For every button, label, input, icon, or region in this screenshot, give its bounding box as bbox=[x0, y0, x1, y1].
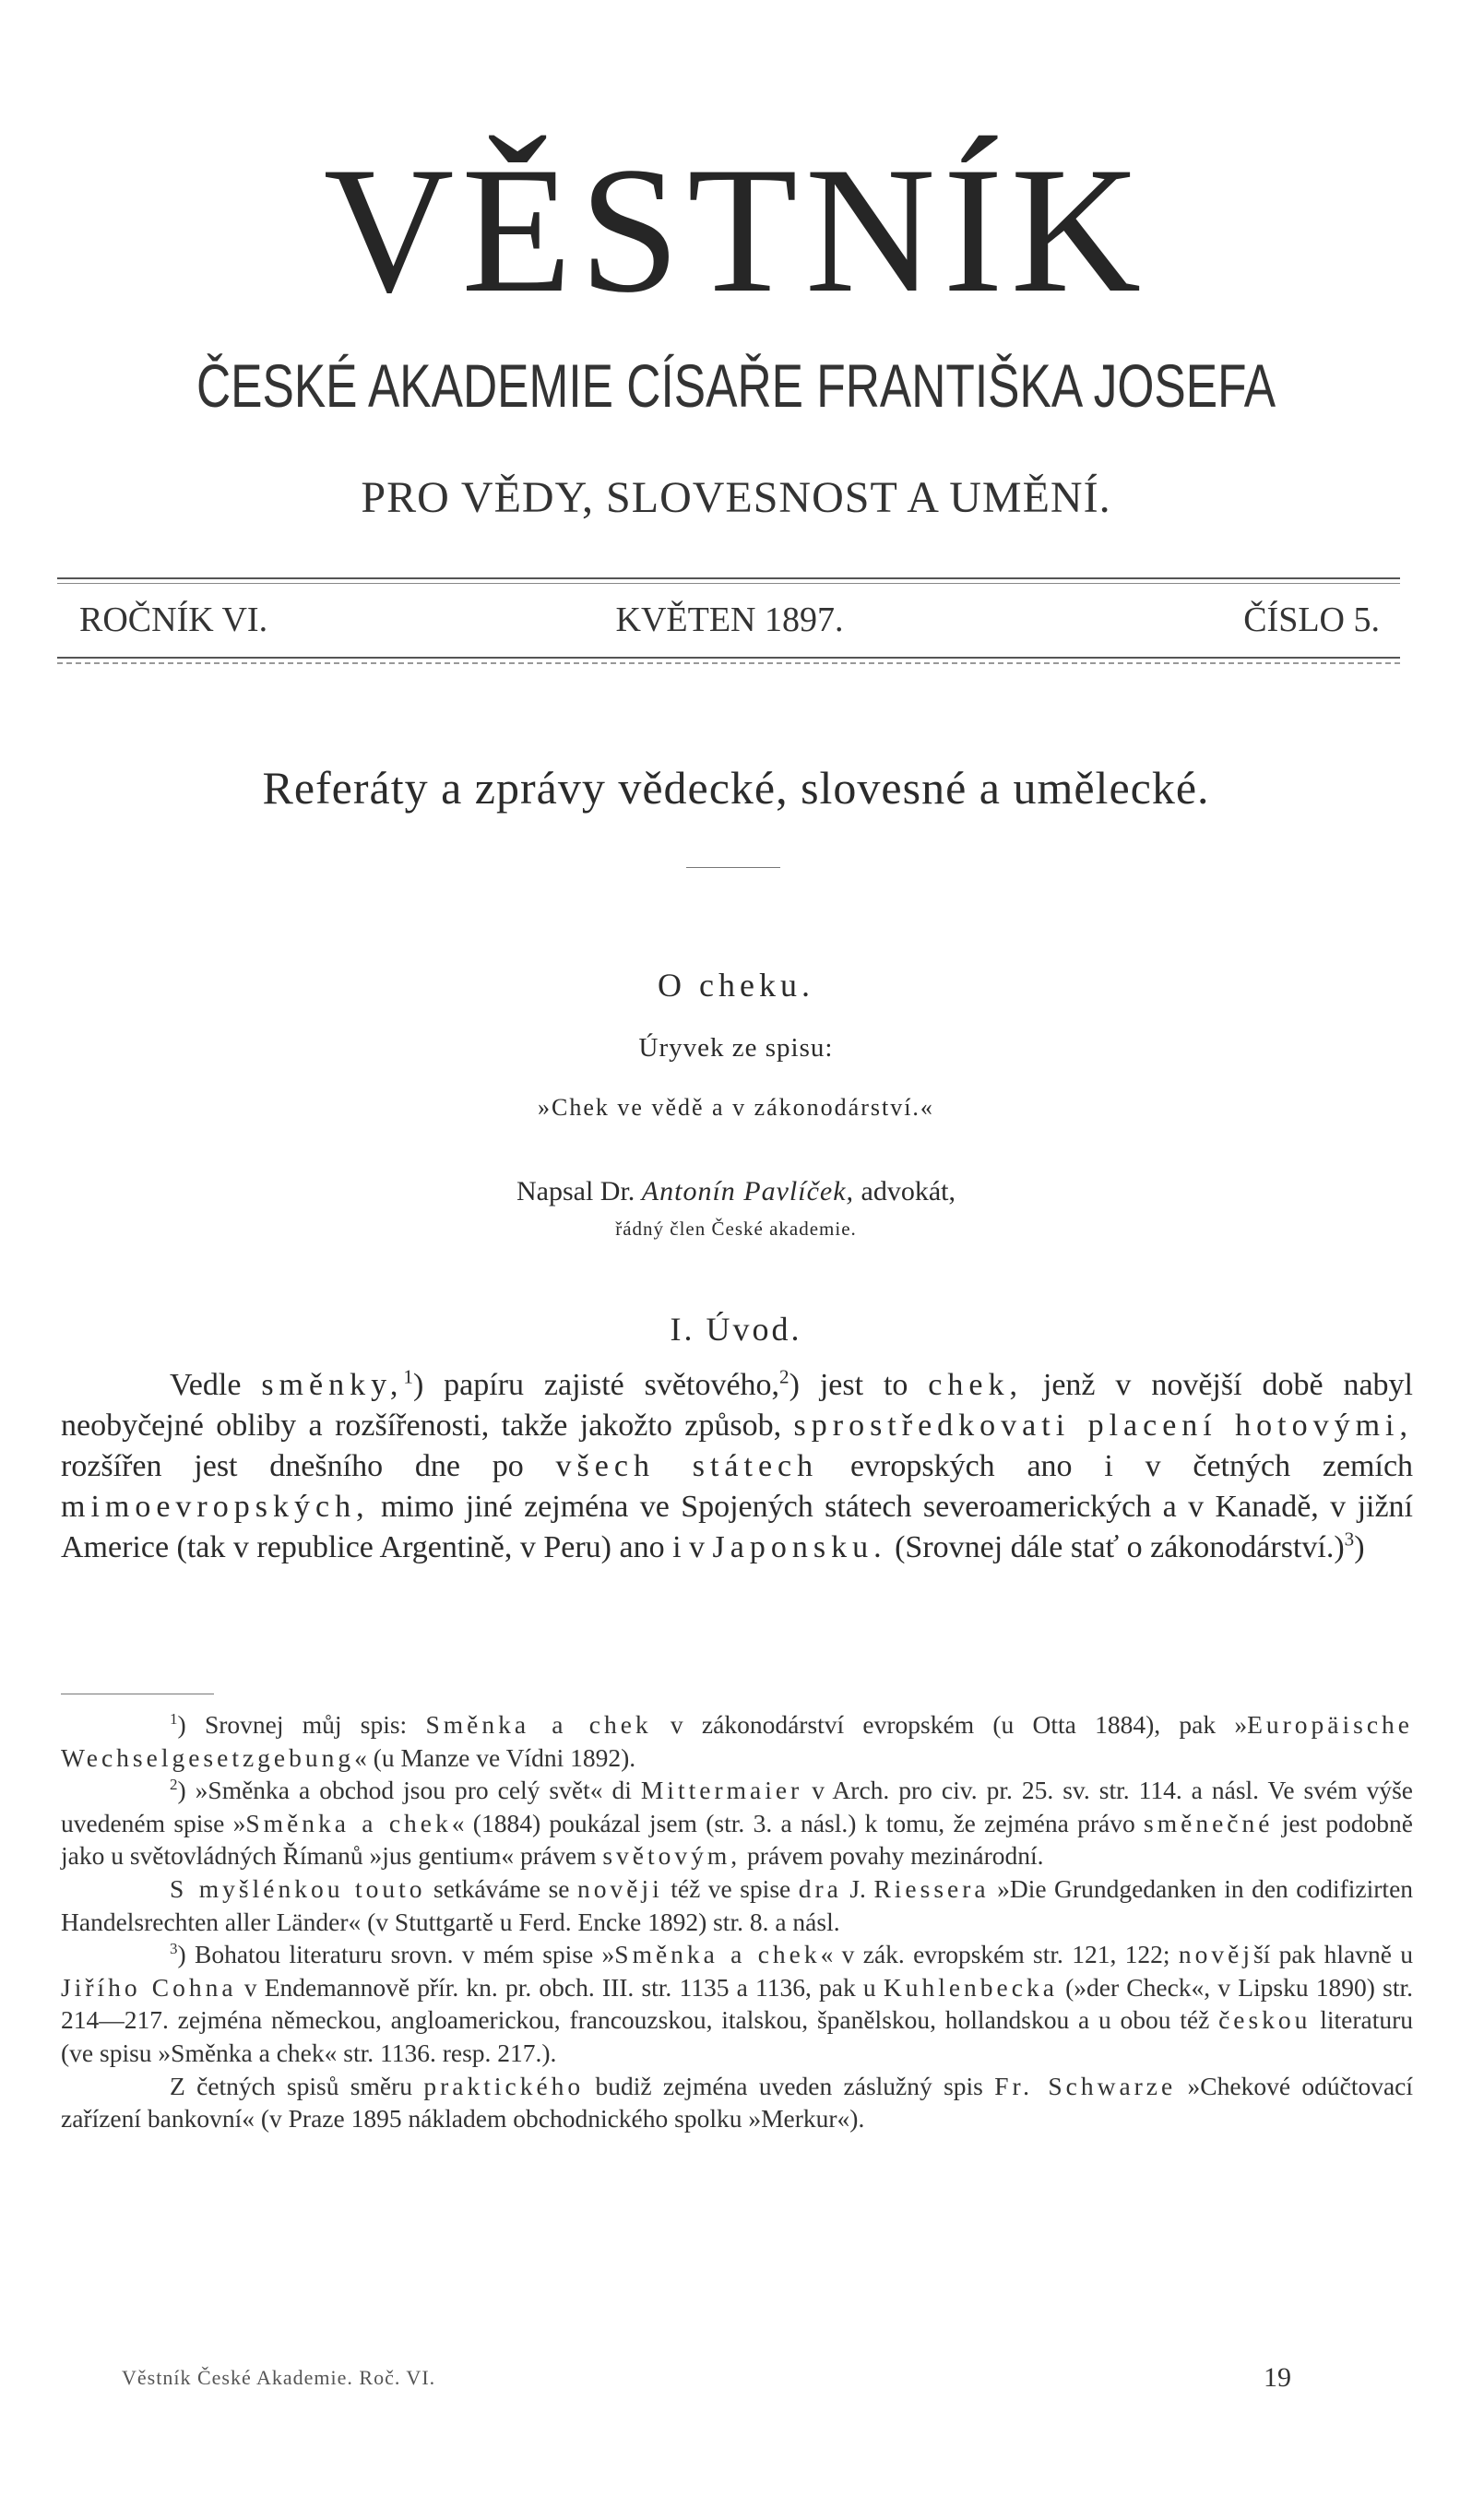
masthead-title: VĚSTNÍK bbox=[323, 130, 1149, 330]
body-paragraph: Vedle směnky,$^1$) papíru zajisté světového,$^2$) jest to chek, jenž v novější době nabyl neobyčejné obliby a rozšířenosti, takže jakožto způsob, sprostředkovati placení hotovými, rozšířen jest dnešního dne po všech státech evropských ano i v četných zemích mimoevropských, mimo jiné zejména ve Spojených státech severoamerických a v Kanadě, v jižní Americe (tak v republice Argentině, v Peru) ano i v Japonsku. (Srovnej dále stať o zákonodárství.)$^3$) bbox=[61, 1365, 1414, 1564]
author-role: řádný člen České akademie. bbox=[615, 1218, 857, 1240]
section-heading: Referáty a zprávy vědecké, slovesné a umělecké. bbox=[262, 762, 1210, 814]
footnote-3: $^3$) Bohatou literaturu srovn. v mém spise »Směnka a chek« v zák. evropském str. 121, 122; novější pak hlavně u Jiřího Cohna v Endemannově přír. kn. pr. obch. III. str. 1135 a 1136, pak u Kuhlenbecka (»der Check«, v Lipsku 1890) str. 214—217. zejména německou, angloamerickou, francouzskou, italskou, španělskou, hollandskou a u obou též českou literaturu (ve spisu »Směnka a chek« str. 1136. resp. 217.). bbox=[61, 1940, 1413, 2067]
footnote-1: $^1$) Srovnej můj spis: Směnka a chek v zákonodárství evropském (u Otta 1884), pak »Europäische Wechselgesetzgebung« (u Manze ve Vídni 1892). bbox=[61, 1709, 1413, 1772]
issue-date: KVĚTEN 1897. bbox=[615, 600, 844, 639]
author-line bbox=[0, 1173, 1472, 1210]
footnote-2-continued: S myšlénkou touto setkáváme se nověji též ve spise dra J. Riessera »Die Grundgedanken in den codifizirten Handelsrechten aller Länder« (v Stuttgartě u Ferd. Encke 1892) str. 8. a násl. bbox=[61, 1873, 1414, 1936]
top-rule bbox=[57, 577, 1400, 579]
author-suffix: advokát, bbox=[861, 1176, 956, 1207]
article-source-title: »Chek ve vědě a v zákonodárství.« bbox=[538, 1094, 934, 1121]
author-name: Antonín Pavlíček, bbox=[641, 1176, 855, 1207]
top-rule-thin bbox=[57, 583, 1400, 584]
footnote-2: $^2$) »Směnka a obchod jsou pro celý svět« di Mittermaier v Arch. pro civ. pr. 25. sv. str. 114. a násl. Ve svém výše uvedeném spise »Směnka a chek« (1884) poukázal jsem (str. 3. a násl.) k tomu, že zejména právo směnečné jest podobně jako u světovládných Římanů »jus gentium« právem světovým, právem povahy mezinárodní. bbox=[61, 1776, 1414, 1871]
article-title: O cheku. bbox=[658, 967, 814, 1004]
issue-info-row bbox=[79, 594, 1380, 646]
footnotes bbox=[61, 1708, 1413, 2135]
issue-volume: ROČNÍK VI. bbox=[79, 600, 268, 639]
masthead-subtitle-line2: PRO VĚDY, SLOVESNOST A UMĚNÍ. bbox=[361, 473, 1111, 522]
footnote-3-continued: Z četných spisů směru praktického budiž zejména uveden záslužný spis Fr. Schwarze »Chekové odúčtovací zařízení bankovní« (v Praze 1895 nákladem obchodnického spolku »Merkur«). bbox=[61, 2071, 1414, 2134]
masthead-subtitle: ČESKÉ AKADEMIE CÍSAŘE FRANTIŠKA JOSEFA bbox=[196, 351, 1276, 420]
issue-number: ČÍSLO 5. bbox=[1243, 600, 1380, 639]
chapter-title: I. Úvod. bbox=[670, 1311, 802, 1348]
author-prefix: Napsal Dr. bbox=[516, 1176, 635, 1207]
bottom-rule-dashed bbox=[57, 662, 1400, 664]
footer-journal: Věstník České Akademie. Roč. VI. bbox=[122, 2366, 436, 2389]
section-divider bbox=[686, 867, 780, 868]
page-number: 19 bbox=[1264, 2362, 1291, 2393]
bottom-rule bbox=[57, 657, 1400, 659]
article-excerpt-label: Úryvek ze spisu: bbox=[638, 1033, 834, 1063]
